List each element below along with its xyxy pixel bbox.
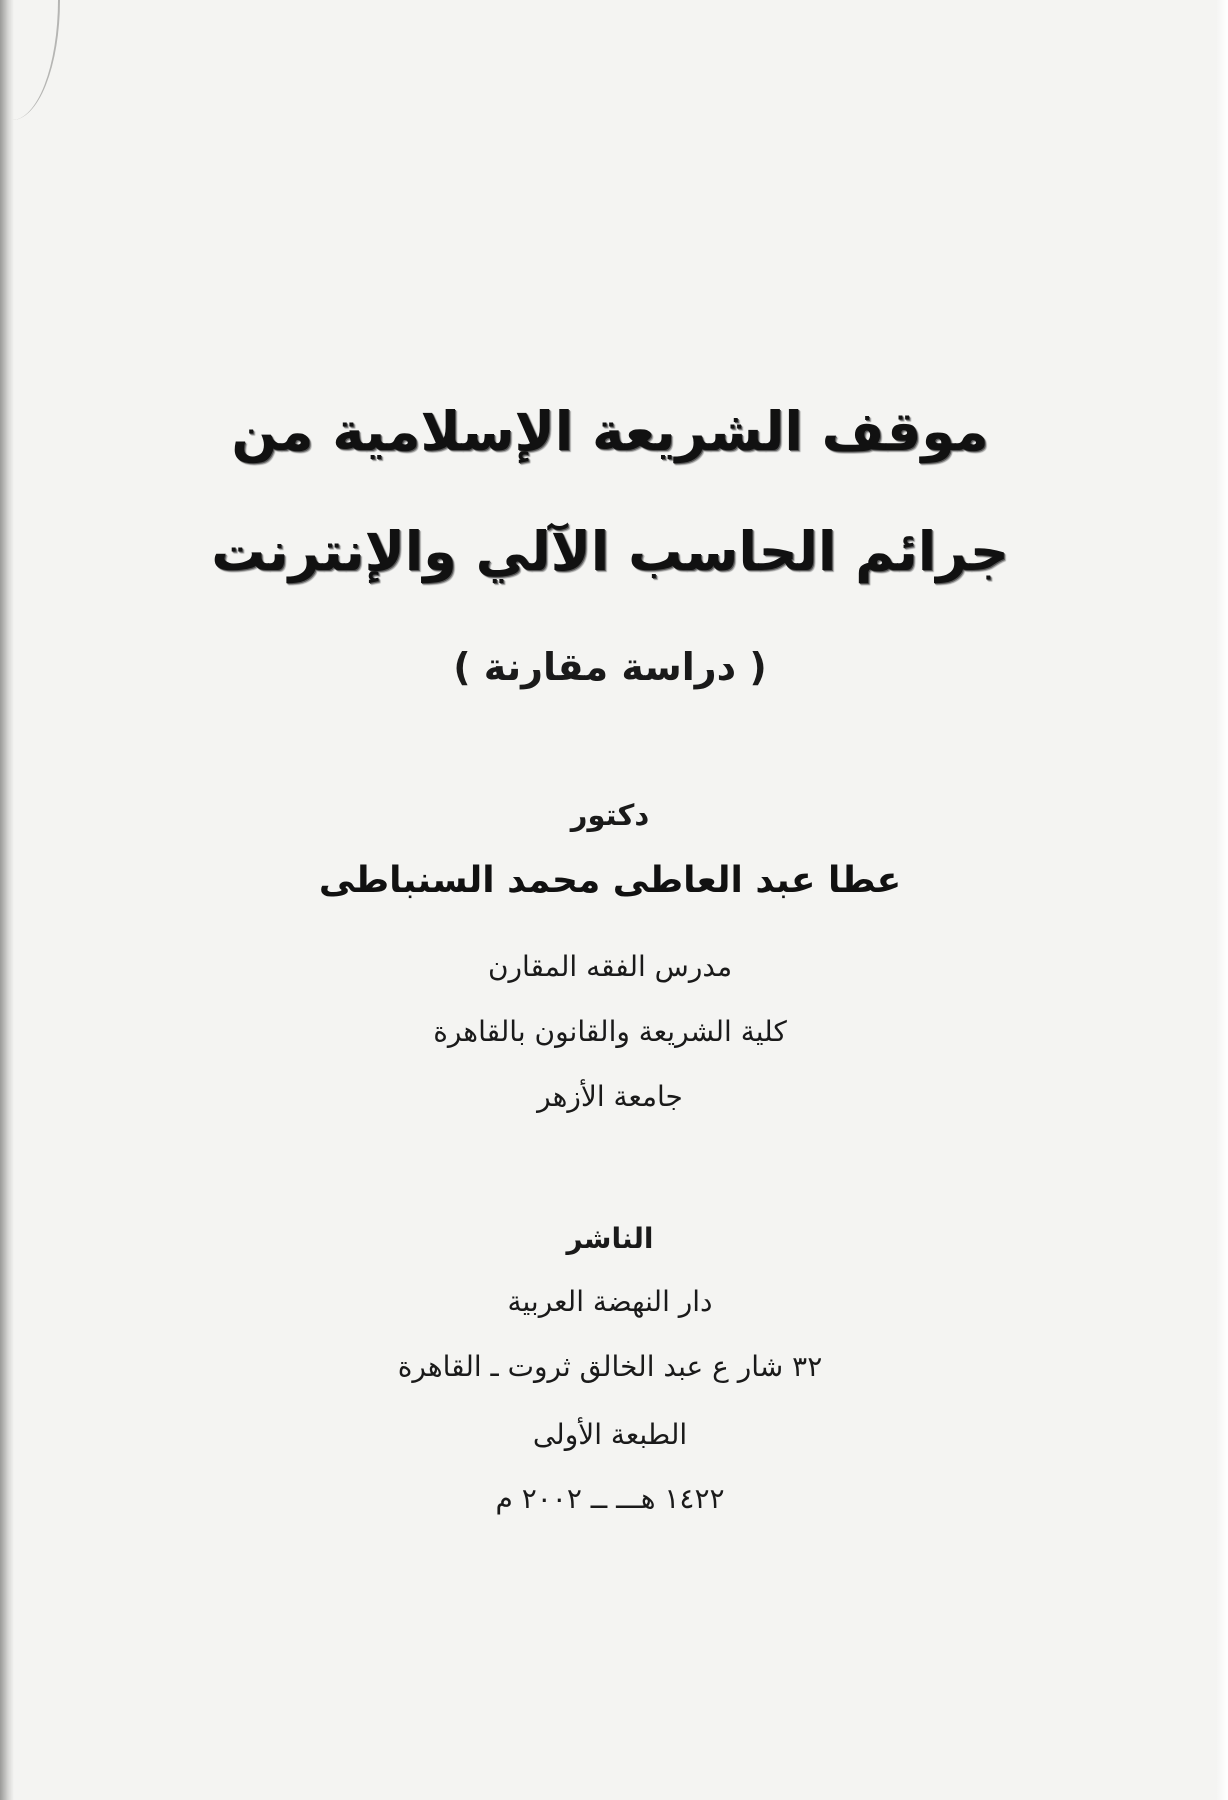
publisher-address: ٣٢ شار ع عبد الخالق ثروت ـ القاهرة	[397, 1350, 823, 1383]
edition: الطبعة الأولى	[532, 1418, 688, 1451]
author-position: مدرس الفقه المقارن	[487, 950, 733, 983]
subtitle: ( دراسة مقارنة )	[453, 645, 767, 689]
title-line-1: موقف الشريعة الإسلامية من	[231, 400, 989, 463]
publisher-name: دار النهضة العربية	[507, 1285, 713, 1318]
publication-date: ١٤٢٢ هـــ ــ ٢٠٠٢ م	[495, 1482, 725, 1515]
author-college: كلية الشريعة والقانون بالقاهرة	[433, 1015, 787, 1048]
title-line-2: جرائم الحاسب الآلي والإنترنت	[211, 520, 1009, 583]
publisher-label: الناشر	[566, 1222, 654, 1255]
page-edge-highlight	[1216, 0, 1228, 1800]
author-university: جامعة الأزهر	[537, 1080, 683, 1113]
page-curl-mark	[10, 0, 60, 120]
author-degree: دكتور	[570, 798, 650, 832]
page-edge-shadow	[0, 0, 14, 1800]
author-name: عطا عبد العاطى محمد السنباطى	[318, 860, 902, 901]
